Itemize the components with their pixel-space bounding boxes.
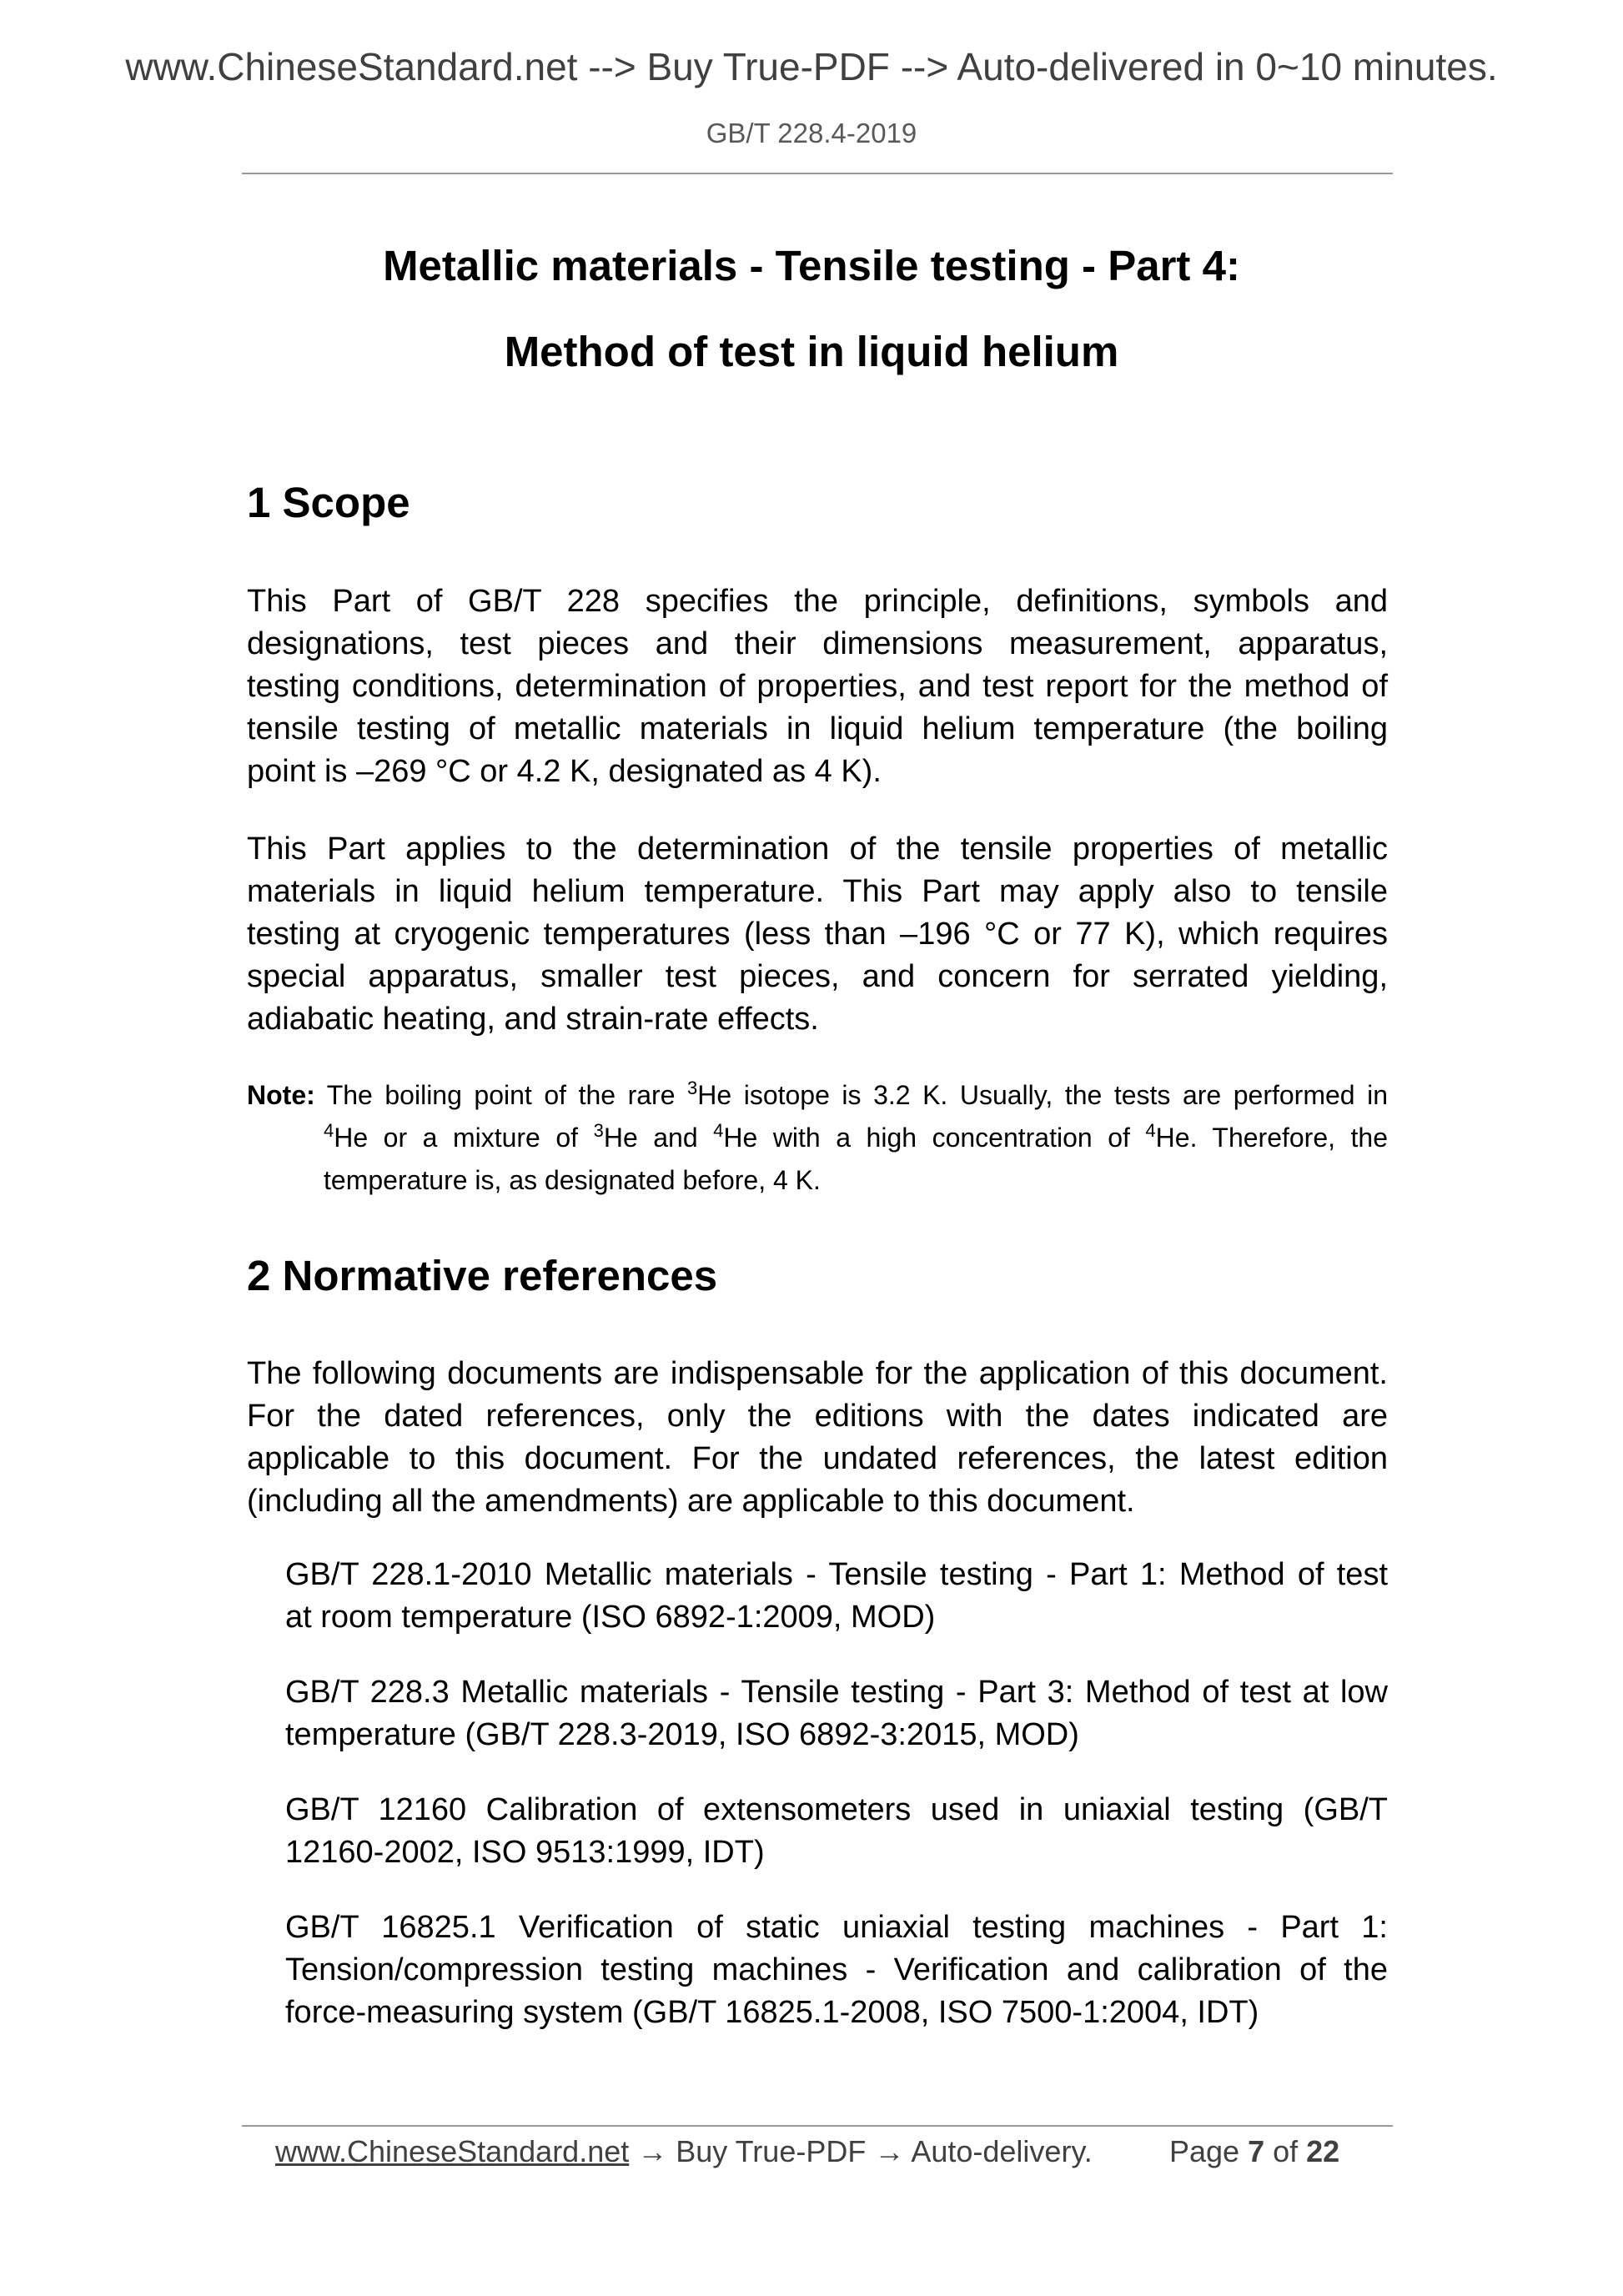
text-line: The following documents are indispensable for the application of this document.	[247, 1356, 1388, 1391]
website-link[interactable]: www.ChineseStandard.net	[275, 2134, 630, 2168]
text-line: GB/T 12160 Calibration of extensometers used in uniaxial testing (GB/T	[285, 1792, 1388, 1827]
section-2-heading: 2 Normative references	[247, 1252, 718, 1299]
superscript: 3	[687, 1078, 698, 1098]
superscript: 4	[713, 1120, 724, 1141]
text-line: tensile testing of metallic materials in liquid helium temperature (the boiling	[247, 711, 1388, 746]
reference-item	[285, 1554, 1388, 1639]
superscript: 4	[1145, 1120, 1156, 1141]
footer-promo	[275, 2132, 1093, 2172]
scope-paragraph-2	[247, 828, 1388, 1041]
text-line: designations, test pieces and their dimensions measurement, apparatus,	[247, 626, 1388, 661]
page-indicator	[1169, 2132, 1339, 2172]
text-line: GB/T 16825.1 Verification of static uniaxial testing machines - Part 1:	[285, 1910, 1388, 1945]
scope-note	[247, 1074, 1388, 1202]
document-code: GB/T 228.4-2019	[706, 118, 917, 148]
note-text: He or a mixture of	[334, 1123, 594, 1153]
text-line: This Part of GB/T 228 specifies the principle, definitions, symbols and	[247, 584, 1388, 619]
note-label: Note:	[247, 1080, 315, 1110]
footer-delivery-text: Auto-delivery.	[904, 2134, 1093, 2168]
document-title-line-1: Metallic materials - Tensile testing - Part 4:	[383, 242, 1240, 289]
note-line-3: temperature is, as designated before, 4 K.	[324, 1165, 821, 1195]
note-text: He with a high concentration of	[723, 1123, 1146, 1153]
header-divider	[242, 173, 1393, 174]
footer-buy-text: Buy True-PDF	[667, 2134, 875, 2168]
text-line: This Part applies to the determination of the tensile properties of metallic	[247, 831, 1388, 867]
superscript: 3	[593, 1120, 604, 1141]
scope-paragraph-1	[247, 580, 1388, 793]
text-line: materials in liquid helium temperature. This Part may apply also to tensile	[247, 874, 1388, 909]
text-line: Tension/compression testing machines - Verification and calibration of the	[285, 1952, 1388, 1987]
text-line: point is –269 °C or 4.2 K, designated as 4 K).	[247, 754, 882, 789]
section-1-heading: 1 Scope	[247, 479, 410, 526]
text-line: special apparatus, smaller test pieces, and concern for serrated yielding,	[247, 959, 1388, 994]
superscript: 4	[324, 1120, 334, 1141]
normative-intro-paragraph	[247, 1353, 1388, 1523]
top-banner: www.ChineseStandard.net --> Buy True-PDF --> Auto-delivered in 0~10 minutes.	[125, 45, 1498, 88]
text-line: testing conditions, determination of properties, and test report for the method of	[247, 669, 1388, 704]
page-total: 22	[1306, 2134, 1340, 2168]
page-number: 7	[1248, 2134, 1265, 2168]
text-line: testing at cryogenic temperatures (less than –196 °C or 77 K), which requires	[247, 917, 1388, 952]
text-line: (including all the amendments) are applicable to this document.	[247, 1484, 1135, 1519]
text-line: force-measuring system (GB/T 16825.1-2008, ISO 7500-1:2004, IDT)	[285, 1995, 1259, 2030]
text-line: For the dated references, only the editions with the dates indicated are	[247, 1399, 1388, 1434]
note-text: He isotope is 3.2 K. Usually, the tests are performed in	[697, 1080, 1389, 1110]
note-line-2	[324, 1117, 1388, 1159]
reference-item	[285, 1789, 1388, 1874]
note-line-1	[247, 1074, 1388, 1117]
text-line: temperature (GB/T 228.3-2019, ISO 6892-3:2015, MOD)	[285, 1717, 1079, 1752]
document-title-line-2: Method of test in liquid helium	[504, 328, 1119, 375]
note-text: The boiling point of the rare	[314, 1080, 688, 1110]
arrow-right-icon: →	[637, 2134, 668, 2168]
note-text: He and	[603, 1123, 714, 1153]
arrow-right-icon: →	[874, 2134, 905, 2168]
text-line: 12160-2002, ISO 9513:1999, IDT)	[285, 1835, 765, 1870]
of-label: of	[1264, 2134, 1307, 2168]
text-line: adiabatic heating, and strain-rate effects.	[247, 1002, 819, 1037]
page-label: Page	[1169, 2134, 1249, 2168]
text-line: applicable to this document. For the undated references, the latest edition	[247, 1441, 1388, 1476]
text-line: GB/T 228.1-2010 Metallic materials - Tensile testing - Part 1: Method of test	[285, 1557, 1388, 1592]
reference-item	[285, 1907, 1388, 2034]
text-line: GB/T 228.3 Metallic materials - Tensile testing - Part 3: Method of test at low	[285, 1675, 1388, 1710]
reference-item	[285, 1671, 1388, 1756]
footer-divider	[242, 2125, 1393, 2127]
note-text: He. Therefore, the	[1155, 1123, 1389, 1153]
text-line: at room temperature (ISO 6892-1:2009, MOD)	[285, 1600, 936, 1635]
